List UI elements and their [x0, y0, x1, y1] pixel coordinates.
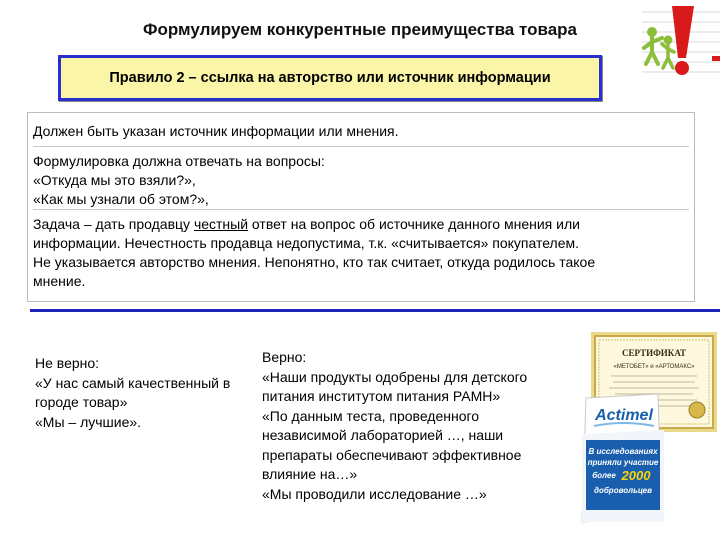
actimel-package-image	[580, 394, 666, 524]
paragraph-source-text: Должен быть указан источник информации или мнения.	[33, 123, 399, 139]
rule-box	[58, 55, 602, 101]
product-number: 2000	[621, 468, 651, 483]
task-line-2: информации. Нечестность продавца недопустима, т.к. «считывается» покупателем.	[33, 235, 579, 251]
section-divider	[30, 309, 720, 312]
wrong-example-2: «Мы – лучшие».	[35, 413, 142, 430]
task-post: ответ на вопрос об источнике данного мнения или	[248, 216, 580, 232]
wrong-examples	[35, 354, 275, 432]
paragraph-source	[33, 122, 399, 141]
wrong-example-1: «У нас самый качественный в	[35, 374, 231, 391]
rule-title: Правило 2 – ссылка на авторство или источник информации	[109, 70, 551, 86]
task-pre: Задача – дать продавцу	[33, 216, 194, 232]
question-how: «Как мы узнали об этом?»,	[33, 191, 209, 207]
certificate-title: СЕРТИФИКАТ	[621, 348, 687, 358]
page-title: Формулируем конкурентные преимущества товара	[142, 20, 577, 39]
task-line-1	[33, 215, 595, 234]
paragraph-task	[33, 215, 595, 291]
product-text-1: В исследованиях	[588, 447, 658, 456]
product-text-2: приняли участие	[587, 458, 659, 467]
divider	[33, 146, 689, 147]
right-heading: Верно:	[262, 349, 307, 365]
product-brand: Actimel	[595, 407, 653, 424]
wrong-heading: Не верно:	[35, 355, 100, 371]
right-example-line: питания институтом питания РАМН»	[262, 388, 501, 404]
task-line-4: мнение.	[33, 273, 86, 289]
right-example-line: «Наши продукты одобрены для детского	[262, 368, 528, 385]
right-example-line: «По данным теста, проведенного	[262, 407, 480, 424]
task-highlight: честный	[193, 216, 249, 232]
right-example-line: препараты обеспечивают эффективное	[262, 446, 522, 463]
product-text-4: добровольцев	[594, 486, 652, 495]
right-example-line: влияние на…»	[262, 466, 358, 482]
right-example-line: независимой лабораторией …, наши	[262, 427, 504, 443]
wrong-example-1-cont: городе товар»	[35, 394, 128, 410]
product-text-3: более	[592, 471, 616, 480]
content-panel	[27, 112, 695, 302]
divider	[33, 209, 689, 210]
questions-intro: Формулировка должна отвечать на вопросы:	[33, 153, 325, 169]
right-examples	[262, 348, 582, 504]
exclamation-figures-icon	[636, 0, 720, 82]
paragraph-questions	[33, 152, 325, 209]
certificate-parties: «МЕТОБЕТ» и «АРТОМАКС»	[613, 364, 695, 370]
question-where: «Откуда мы это взяли?»,	[33, 172, 196, 188]
task-line-3: Не указывается авторство мнения. Непонятно, кто так считает, откуда родилось такое	[33, 254, 596, 270]
right-example-line: «Мы проводили исследование …»	[262, 485, 487, 502]
